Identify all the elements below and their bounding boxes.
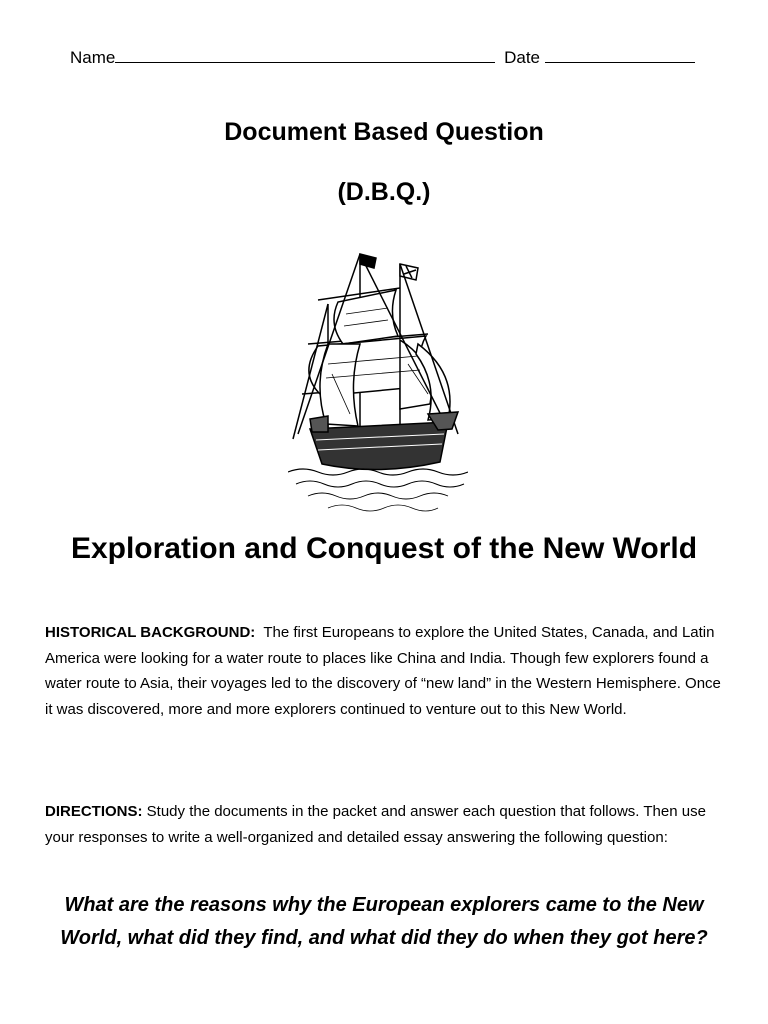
directions	[45, 799, 725, 850]
document-subtitle: (D.B.Q.)	[337, 178, 431, 206]
background-text: The first Europeans to explore the United States, Canada, and Latin America were looking for a water route to places like China and India. Though few explorers found a water route to Asia, their voyages led to the discovery of “new land” in the Western Hemisphere. Once it was discovered, more and more explorers continued to venture out to this New World.	[45, 624, 721, 718]
background-label: HISTORICAL BACKGROUND:	[45, 624, 256, 641]
date-blank[interactable]	[545, 48, 695, 63]
name-date-line	[70, 48, 695, 68]
name-blank[interactable]	[115, 48, 495, 63]
directions-text: Study the documents in the packet and answer each question that follows. Then use your responses to write a well-organized and detailed essay answering the following question:	[45, 803, 706, 846]
document-title: Document Based Question	[224, 118, 544, 146]
essay-question: What are the reasons why the European explorers came to the New World, what did they find, and what did they do when they got here?	[60, 894, 708, 949]
date-label: Date	[504, 48, 541, 67]
sailing-ship-icon	[288, 244, 468, 520]
directions-label: DIRECTIONS:	[45, 803, 143, 820]
main-title: Exploration and Conquest of the New World	[70, 532, 698, 565]
historical-background	[45, 620, 725, 722]
name-label: Name	[70, 48, 116, 67]
